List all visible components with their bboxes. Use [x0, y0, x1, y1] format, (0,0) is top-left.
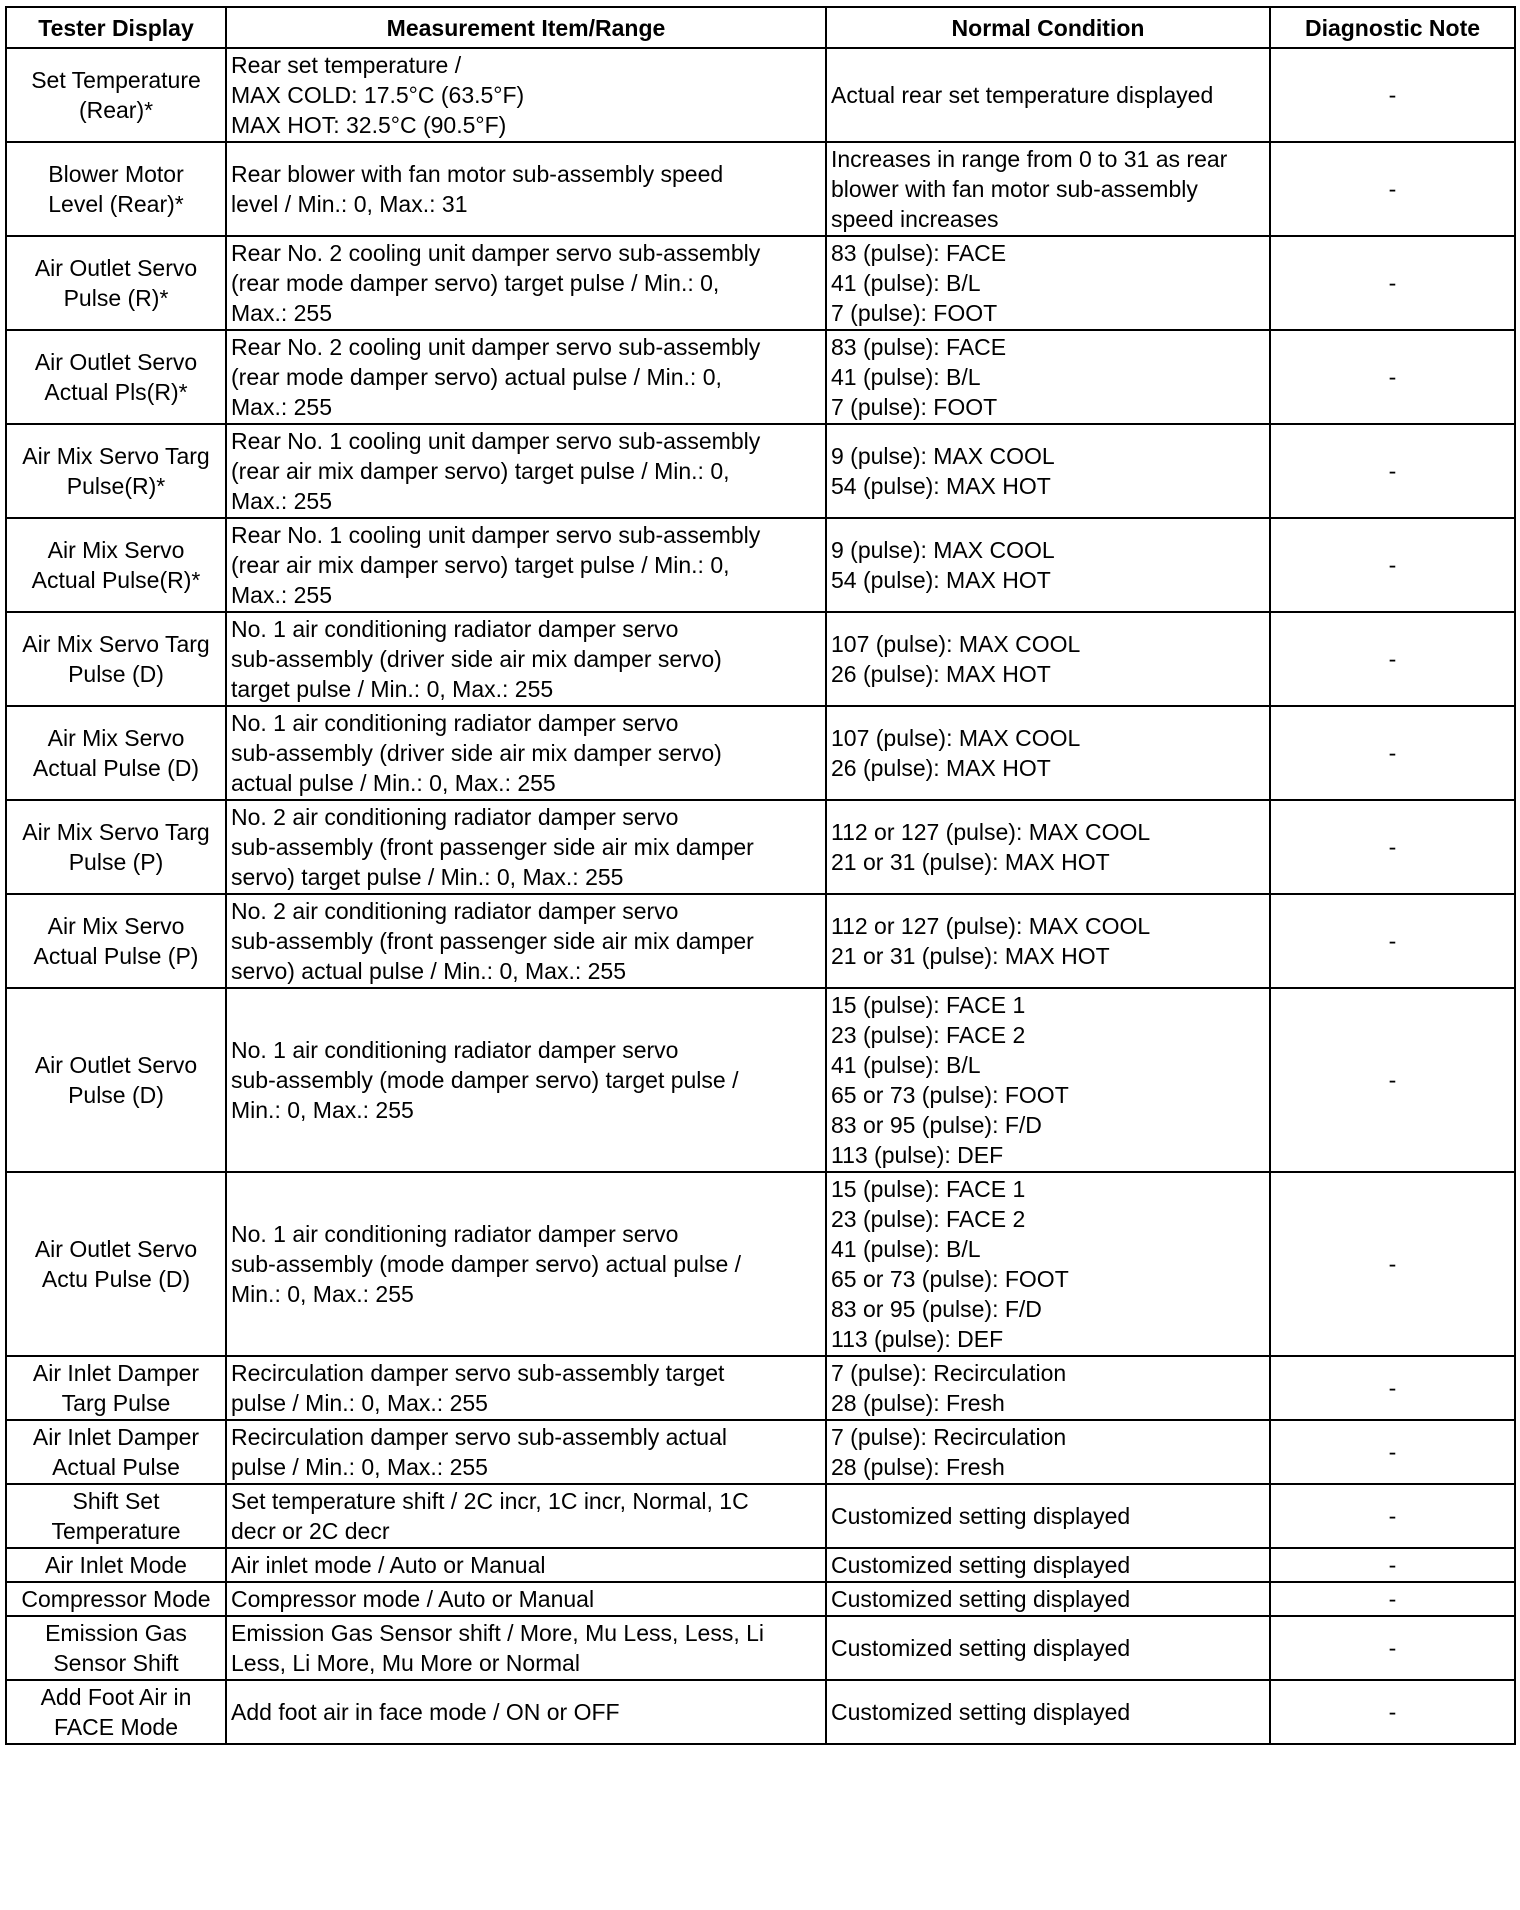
cell-text: Air Inlet Damper Targ Pulse	[32, 1360, 200, 1416]
cell-text: Set Temperature (Rear)*	[31, 67, 201, 123]
diagnostic-note-cell	[1270, 1484, 1515, 1548]
cell-text: Air Mix Servo Actual Pulse (D)	[32, 725, 200, 781]
table-row	[6, 612, 1515, 706]
normal-condition-cell	[826, 800, 1270, 894]
tester-display-cell	[6, 894, 226, 988]
cell-text: Rear No. 2 cooling unit damper servo sub-assembly (rear mode damper servo) actual pulse / Min.: 0, Max.: 255	[231, 334, 761, 420]
cell-text: -	[1388, 1586, 1397, 1612]
tester-display-cell	[6, 612, 226, 706]
normal-condition-cell	[826, 894, 1270, 988]
normal-condition-cell	[826, 48, 1270, 142]
table-row	[6, 1172, 1515, 1356]
cell-text: Air Mix Servo Actual Pulse(R)*	[31, 537, 201, 593]
measurement-item-cell	[226, 1582, 826, 1616]
tester-display-cell	[6, 142, 226, 236]
cell-text: Customized setting displayed	[831, 1699, 1131, 1725]
cell-text: -	[1388, 364, 1397, 390]
table-row	[6, 1420, 1515, 1484]
normal-condition-cell	[826, 988, 1270, 1172]
cell-text: -	[1388, 176, 1397, 202]
cell-text: Air inlet mode / Auto or Manual	[231, 1552, 546, 1578]
diagnostic-note-cell	[1270, 1680, 1515, 1744]
cell-text: 7 (pulse): Recirculation 28 (pulse): Fresh	[831, 1424, 1067, 1480]
diagnostic-note-cell	[1270, 612, 1515, 706]
measurement-item-cell	[226, 1616, 826, 1680]
cell-text: Rear set temperature / MAX COLD: 17.5°C (63.5°F) MAX HOT: 32.5°C (90.5°F)	[231, 52, 525, 138]
table-row	[6, 1582, 1515, 1616]
diagnostic-note-cell	[1270, 518, 1515, 612]
cell-text: 7 (pulse): Recirculation 28 (pulse): Fresh	[831, 1360, 1067, 1416]
cell-text: -	[1388, 1251, 1397, 1277]
cell-text: Air Mix Servo Actual Pulse (P)	[33, 913, 199, 969]
normal-condition-cell	[826, 612, 1270, 706]
cell-text: 107 (pulse): MAX COOL 26 (pulse): MAX HOT	[831, 725, 1081, 781]
cell-text: No. 1 air conditioning radiator damper servo sub-assembly (driver side air mix damper servo) target pulse / Min.: 0, Max.: 255	[231, 616, 722, 702]
cell-text: -	[1388, 928, 1397, 954]
diagnostic-note-cell	[1270, 1548, 1515, 1582]
cell-text: Air Inlet Mode	[45, 1552, 187, 1578]
normal-condition-cell	[826, 330, 1270, 424]
cell-text: Recirculation damper servo sub-assembly target pulse / Min.: 0, Max.: 255	[231, 1360, 725, 1416]
tester-display-cell	[6, 1484, 226, 1548]
table-row	[6, 1616, 1515, 1680]
diagnostic-note-cell	[1270, 988, 1515, 1172]
tester-display-cell	[6, 518, 226, 612]
tester-display-cell	[6, 1582, 226, 1616]
table-row	[6, 330, 1515, 424]
diagnostic-note-cell	[1270, 1356, 1515, 1420]
diagnostic-note-cell	[1270, 330, 1515, 424]
diagnostic-note-cell	[1270, 800, 1515, 894]
table-header	[6, 7, 1515, 48]
cell-text: -	[1388, 1635, 1397, 1661]
cell-text: Customized setting displayed	[831, 1586, 1131, 1612]
header-measurement-item-range: Measurement Item/Range	[226, 7, 826, 48]
cell-text: No. 1 air conditioning radiator damper servo sub-assembly (mode damper servo) actual pulse / Min.: 0, Max.: 255	[231, 1221, 742, 1307]
measurement-item-cell	[226, 1548, 826, 1582]
diagnostic-note-cell	[1270, 424, 1515, 518]
measurement-item-cell	[226, 988, 826, 1172]
cell-text: No. 2 air conditioning radiator damper servo sub-assembly (front passenger side air mix damper servo) actual pulse / Min.: 0, Max.: 255	[231, 898, 754, 984]
tester-display-cell	[6, 1548, 226, 1582]
cell-text: Increases in range from 0 to 31 as rear blower with fan motor sub-assembly speed increases	[831, 146, 1228, 232]
normal-condition-cell	[826, 706, 1270, 800]
normal-condition-cell	[826, 1484, 1270, 1548]
diagnostic-note-cell	[1270, 1172, 1515, 1356]
cell-text: -	[1388, 458, 1397, 484]
cell-text: Add Foot Air in FACE Mode	[40, 1684, 192, 1740]
measurement-item-cell	[226, 612, 826, 706]
measurement-item-cell	[226, 706, 826, 800]
cell-text: Air Mix Servo Targ Pulse (D)	[22, 631, 210, 687]
cell-text: -	[1388, 82, 1397, 108]
tester-display-cell	[6, 800, 226, 894]
cell-text: Blower Motor Level (Rear)*	[48, 161, 184, 217]
cell-text: Air Outlet Servo Actual Pls(R)*	[34, 349, 198, 405]
table-row	[6, 988, 1515, 1172]
diagnostic-note-cell	[1270, 1582, 1515, 1616]
cell-text: 83 (pulse): FACE 41 (pulse): B/L 7 (pulse): FOOT	[831, 334, 1007, 420]
cell-text: -	[1388, 552, 1397, 578]
tester-display-cell	[6, 988, 226, 1172]
tester-display-cell	[6, 706, 226, 800]
cell-text: Actual rear set temperature displayed	[831, 82, 1214, 108]
normal-condition-cell	[826, 1548, 1270, 1582]
table-body	[6, 48, 1515, 1744]
cell-text: Rear No. 2 cooling unit damper servo sub-assembly (rear mode damper servo) target pulse / Min.: 0, Max.: 255	[231, 240, 761, 326]
table-row	[6, 800, 1515, 894]
diagnostic-note-cell	[1270, 236, 1515, 330]
cell-text: 15 (pulse): FACE 1 23 (pulse): FACE 2 41 (pulse): B/L 65 or 73 (pulse): FOOT 83 or 95 (pulse): F/D 113 (pulse): DEF	[831, 1176, 1069, 1352]
cell-text: -	[1388, 1503, 1397, 1529]
tester-display-cell	[6, 424, 226, 518]
normal-condition-cell	[826, 1420, 1270, 1484]
diagnostic-note-cell	[1270, 1420, 1515, 1484]
cell-text: Recirculation damper servo sub-assembly actual pulse / Min.: 0, Max.: 255	[231, 1424, 727, 1480]
table-row	[6, 1548, 1515, 1582]
table-row	[6, 706, 1515, 800]
cell-text: Add foot air in face mode / ON or OFF	[231, 1699, 620, 1725]
diagnostic-note-cell	[1270, 142, 1515, 236]
cell-text: 9 (pulse): MAX COOL 54 (pulse): MAX HOT	[831, 537, 1055, 593]
tester-display-cell	[6, 1616, 226, 1680]
diagnostic-note-cell	[1270, 1616, 1515, 1680]
table-row	[6, 48, 1515, 142]
cell-text: 9 (pulse): MAX COOL 54 (pulse): MAX HOT	[831, 443, 1055, 499]
normal-condition-cell	[826, 142, 1270, 236]
cell-text: Rear No. 1 cooling unit damper servo sub-assembly (rear air mix damper servo) target pulse / Min.: 0, Max.: 255	[231, 428, 761, 514]
tester-display-cell	[6, 1420, 226, 1484]
normal-condition-cell	[826, 1356, 1270, 1420]
cell-text: Set temperature shift / 2C incr, 1C incr, Normal, 1C decr or 2C decr	[231, 1488, 749, 1544]
table-row	[6, 236, 1515, 330]
normal-condition-cell	[826, 1680, 1270, 1744]
measurement-item-cell	[226, 1356, 826, 1420]
cell-text: -	[1388, 1439, 1397, 1465]
measurement-item-cell	[226, 330, 826, 424]
cell-text: Air Mix Servo Targ Pulse (P)	[22, 819, 210, 875]
normal-condition-cell	[826, 424, 1270, 518]
cell-text: No. 2 air conditioning radiator damper servo sub-assembly (front passenger side air mix damper servo) target pulse / Min.: 0, Max.: 255	[231, 804, 754, 890]
cell-text: 112 or 127 (pulse): MAX COOL 21 or 31 (pulse): MAX HOT	[831, 819, 1151, 875]
cell-text: -	[1388, 1375, 1397, 1401]
cell-text: 112 or 127 (pulse): MAX COOL 21 or 31 (pulse): MAX HOT	[831, 913, 1151, 969]
measurement-item-cell	[226, 1484, 826, 1548]
normal-condition-cell	[826, 518, 1270, 612]
tester-display-cell	[6, 330, 226, 424]
diagnostic-note-cell	[1270, 48, 1515, 142]
diagnostic-note-cell	[1270, 894, 1515, 988]
cell-text: No. 1 air conditioning radiator damper servo sub-assembly (mode damper servo) target pulse / Min.: 0, Max.: 255	[231, 1037, 739, 1123]
table-row	[6, 424, 1515, 518]
tester-display-cell	[6, 1356, 226, 1420]
diagnostic-data-table	[5, 6, 1516, 1745]
cell-text: -	[1388, 1699, 1397, 1725]
normal-condition-cell	[826, 1582, 1270, 1616]
cell-text: -	[1388, 740, 1397, 766]
header-diagnostic-note: Diagnostic Note	[1270, 7, 1515, 48]
table-row	[6, 1680, 1515, 1744]
header-tester-display: Tester Display	[6, 7, 226, 48]
cell-text: Shift Set Temperature	[51, 1488, 181, 1544]
table-row	[6, 518, 1515, 612]
measurement-item-cell	[226, 236, 826, 330]
tester-display-cell	[6, 1172, 226, 1356]
cell-text: -	[1388, 834, 1397, 860]
table-row	[6, 1484, 1515, 1548]
measurement-item-cell	[226, 424, 826, 518]
cell-text: Customized setting displayed	[831, 1635, 1131, 1661]
cell-text: 107 (pulse): MAX COOL 26 (pulse): MAX HOT	[831, 631, 1081, 687]
tester-display-cell	[6, 48, 226, 142]
normal-condition-cell	[826, 1616, 1270, 1680]
cell-text: Emission Gas Sensor shift / More, Mu Less, Less, Li Less, Li More, Mu More or Normal	[231, 1620, 765, 1676]
cell-text: Customized setting displayed	[831, 1552, 1131, 1578]
cell-text: Air Inlet Damper Actual Pulse	[32, 1424, 200, 1480]
measurement-item-cell	[226, 48, 826, 142]
cell-text: Compressor mode / Auto or Manual	[231, 1586, 595, 1612]
measurement-item-cell	[226, 894, 826, 988]
cell-text: 15 (pulse): FACE 1 23 (pulse): FACE 2 41 (pulse): B/L 65 or 73 (pulse): FOOT 83 or 95 (pulse): F/D 113 (pulse): DEF	[831, 992, 1069, 1168]
measurement-item-cell	[226, 800, 826, 894]
measurement-item-cell	[226, 518, 826, 612]
cell-text: -	[1388, 646, 1397, 672]
cell-text: -	[1388, 270, 1397, 296]
measurement-item-cell	[226, 142, 826, 236]
cell-text: Air Outlet Servo Pulse (D)	[34, 1052, 198, 1108]
table-row	[6, 142, 1515, 236]
header-row	[6, 7, 1515, 48]
cell-text: -	[1388, 1552, 1397, 1578]
cell-text: Rear No. 1 cooling unit damper servo sub-assembly (rear air mix damper servo) target pulse / Min.: 0, Max.: 255	[231, 522, 761, 608]
cell-text: Air Mix Servo Targ Pulse(R)*	[22, 443, 210, 499]
cell-text: -	[1388, 1067, 1397, 1093]
cell-text: 83 (pulse): FACE 41 (pulse): B/L 7 (pulse): FOOT	[831, 240, 1007, 326]
cell-text: Compressor Mode	[21, 1586, 211, 1612]
normal-condition-cell	[826, 236, 1270, 330]
measurement-item-cell	[226, 1172, 826, 1356]
cell-text: Rear blower with fan motor sub-assembly speed level / Min.: 0, Max.: 31	[231, 161, 724, 217]
header-normal-condition: Normal Condition	[826, 7, 1270, 48]
cell-text: No. 1 air conditioning radiator damper servo sub-assembly (driver side air mix damper servo) actual pulse / Min.: 0, Max.: 255	[231, 710, 722, 796]
diagnostic-note-cell	[1270, 706, 1515, 800]
measurement-item-cell	[226, 1680, 826, 1744]
normal-condition-cell	[826, 1172, 1270, 1356]
cell-text: Air Outlet Servo Actu Pulse (D)	[34, 1236, 198, 1292]
tester-display-cell	[6, 1680, 226, 1744]
table-row	[6, 1356, 1515, 1420]
cell-text: Emission Gas Sensor Shift	[45, 1620, 187, 1676]
measurement-item-cell	[226, 1420, 826, 1484]
cell-text: Customized setting displayed	[831, 1503, 1131, 1529]
table-row	[6, 894, 1515, 988]
tester-display-cell	[6, 236, 226, 330]
cell-text: Air Outlet Servo Pulse (R)*	[34, 255, 198, 311]
